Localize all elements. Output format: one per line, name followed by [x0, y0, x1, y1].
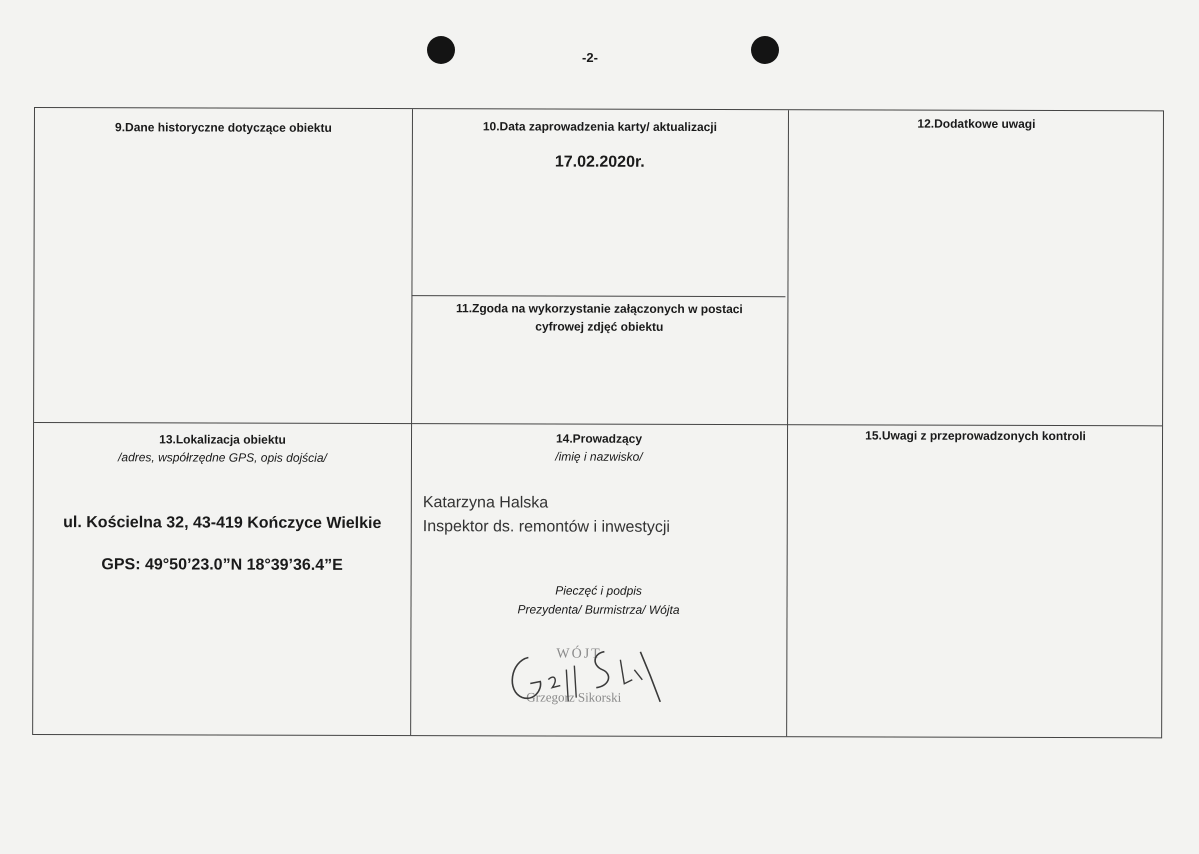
additional-remarks-cell: [787, 110, 1165, 425]
location-header: 13.Lokalizacja obiektu: [159, 432, 286, 447]
date-cell: [411, 109, 788, 296]
date-value: 17.02.2020r.: [554, 153, 645, 171]
stamp-title: WÓJT: [556, 646, 602, 662]
conductor-name: Katarzyna Halska: [422, 494, 549, 512]
signature-caption-line1: Pieczęć i podpis: [555, 583, 642, 598]
location-address: ul. Kościelna 32, 43-419 Kończyce Wielkie: [63, 514, 382, 533]
page-number: -2-: [582, 50, 598, 65]
location-cell: [33, 422, 411, 737]
historical-data-header: 9.Dane historyczne dotyczące obiektu: [115, 120, 332, 135]
record-card-table: [32, 107, 1164, 738]
conductor-header: 14.Prowadzący: [555, 431, 643, 446]
historical-data-cell: [34, 108, 412, 423]
additional-remarks-header: 12.Dodatkowe uwagi: [917, 116, 1036, 131]
mayor-stamp-signature: [500, 639, 690, 720]
stamp-name: Grzegorz Sikorski: [526, 689, 622, 705]
signature-icon: [500, 639, 690, 720]
photo-consent-cell: [411, 295, 787, 424]
location-subheader: /adres, współrzędne GPS, opis dojścia/: [118, 450, 327, 465]
conductor-position: Inspektor ds. remontów i inwestycji: [422, 518, 670, 536]
conductor-cell: [410, 423, 787, 738]
photo-consent-header-line1: 11.Zgoda na wykorzystanie załączonych w postaci: [455, 301, 743, 317]
punch-hole-right: [751, 36, 779, 64]
inspection-remarks-cell: [786, 424, 1164, 739]
date-header: 10.Data zaprowadzenia karty/ aktualizacji: [482, 119, 718, 135]
signature-caption-line2: Prezydenta/ Burmistrza/ Wójta: [517, 602, 680, 617]
conductor-subheader: /imię i nazwisko/: [555, 449, 643, 464]
location-gps: GPS: 49°50’23.0”N 18°39’36.4”E: [101, 556, 343, 574]
punch-hole-left: [427, 36, 455, 64]
photo-consent-header-line2: cyfrowej zdjęć obiektu: [535, 319, 664, 334]
inspection-remarks-header: 15.Uwagi z przeprowadzonych kontroli: [865, 428, 1086, 444]
